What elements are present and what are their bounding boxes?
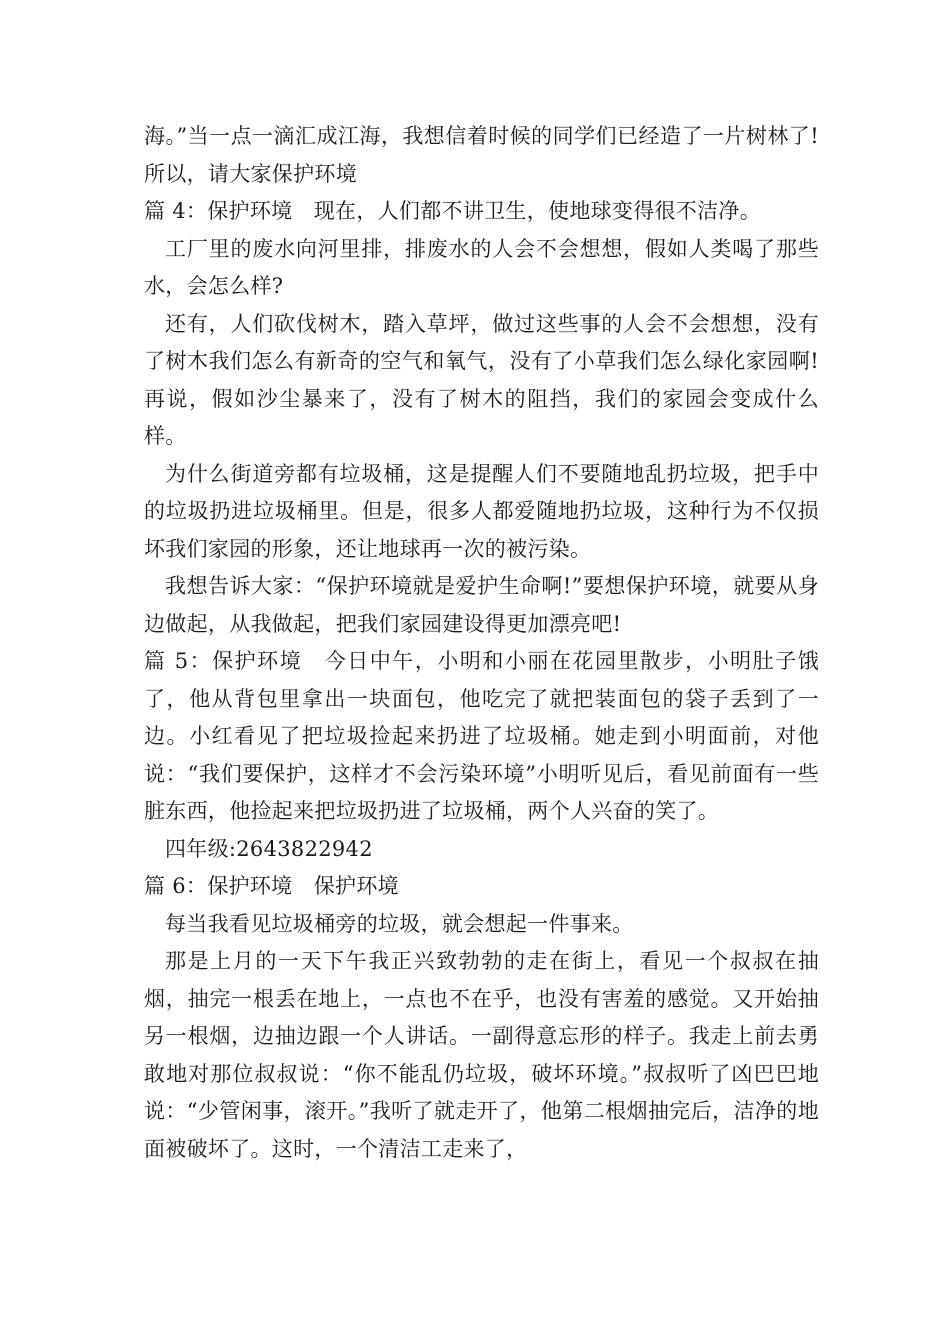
paragraph-story: 那是上月的一天下午我正兴致勃勃的走在街上，看见一个叔叔在抽烟，抽完一根丢在地上，一点也不在乎，也没有害羞的感觉。又开始抽另一根烟，边抽边跟一个人讲话。一副得意忘形的样子。我走上前去勇敢地对那位叔叔说：“你不能乱仍垃圾，破坏环境。”叔叔听了凶巴巴地说：“少管闲事，滚开。”我听了就走开了，他第二根烟抽完后，洁净的地面被破坏了。这时，一个清洁工走来了，	[144, 949, 819, 1161]
paragraph-section-5: 篇 5：保护环境 今日中午，小明和小丽在花园里散步，小明肚子饿了，他从背包里拿出一块面包，他吃完了就把装面包的袋子丢到了一边。小红看见了把垃圾捡起来扔进了垃圾桶。她走到小明面前，对他说：“我们要保护，这样才不会污染环境”小明听见后，看见前面有一些脏东西，他捡起来把垃圾扔进了垃圾桶，两个人兴奋的笑了。	[144, 649, 819, 823]
paragraph-memory-intro: 每当我看见垃圾桶旁的垃圾，就会想起一件事来。	[165, 911, 634, 936]
paragraph-wastewater: 工厂里的废水向河里排，排废水的人会不会想想，假如人类喝了那些水，会怎么样?	[144, 236, 819, 298]
paragraph-section-4-heading: 篇 4：保护环境 现在，人们都不讲卫生，使地球变得很不洁净。	[144, 199, 762, 223]
paragraph-grade-id: 四年级:2643822942	[165, 836, 373, 861]
paragraph-trees: 还有，人们砍伐树木，踏入草坪，做过这些事的人会不会想想，没有了树木我们怎么有新奇的空气和氧气，没有了小草我们怎么绿化家园啊!再说，假如沙尘暴来了，没有了树木的阻挡，我们的家园会变成什么样。	[144, 311, 819, 448]
document-body	[144, 118, 819, 1168]
paragraph-trash-bins: 为什么街道旁都有垃圾桶，这是提醒人们不要随地乱扔垃圾，把手中的垃圾扔进垃圾桶里。但是，很多人都爱随地扔垃圾，这种行为不仅损坏我们家园的形象，还让地球再一次的被污染。	[144, 461, 819, 561]
paragraph-continuation: 海。”当一点一滴汇成江海，我想信着时候的同学们已经造了一片树林了! 所以，请大家保护环境	[144, 124, 819, 186]
paragraph-section-6-heading: 篇 6：保护环境 保护环境	[144, 874, 399, 898]
paragraph-appeal: 我想告诉大家：“保护环境就是爱护生命啊!”要想保护环境，就要从身边做起，从我做起，把我们家园建设得更加漂亮吧!	[144, 574, 819, 636]
